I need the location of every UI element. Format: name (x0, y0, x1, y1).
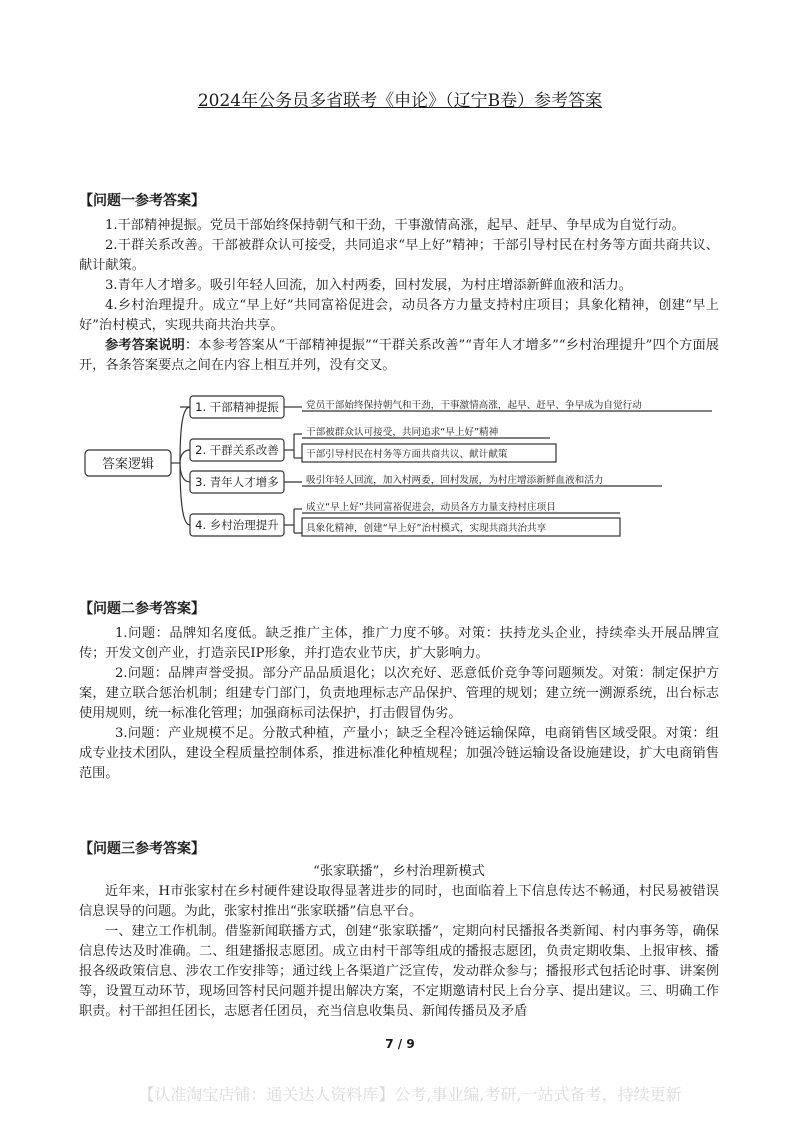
q2-heading: 【问题二参考答案】 (79, 601, 205, 617)
q2-item-1: 1.问题：品牌知名度低。缺乏推广主体，推广力度不够。对策：扶持龙头企业，持续牵头开展品牌宣传；开发文创产业，打造亲民IP形象，并打造农业节庆，扩大影响力。 (79, 626, 719, 661)
q3-paragraph-2: 一、建立工作机制。借鉴新闻联播方式，创建“张家联播”，定期向村民播报各类新闻、村内事务等，确保信息传达及时准确。二、组建播报志愿团。成立由村干部等组成的播报志愿团，负责定期收集、上报审核、播报各级政策信息、涉农工作安排等；通过线上各渠道广泛宣传，发动群众参与；播报形式包括论时事、讲案例等，设置互动环节，现场回答村民问题并提出解决方案，不定期邀请村民上台分享、提出建议。三、明确工作职责。村干部担任团长，志愿者任团员，充当信息收集员、新闻传播员及矛盾 (79, 924, 719, 1019)
q2-item-2: 2.问题：品牌声誉受损。部分产品品质退化；以次充好、恶意低价竞争等问题频发。对策：制定保护方案，建立联合惩治机制；组建专门部门，负责地理标志产品保护、管理的规划；建立统一溯源系统，出台标志使用规则，统一标准化管理；加强商标司法保护，打击假冒伪劣。 (79, 666, 719, 721)
q1-note (79, 336, 719, 376)
mindmap-detail-3-1: 吸引年轻人回流，加入村两委，回村发展，为村庄增添新鲜血液和活力 (306, 475, 604, 486)
page-number: 7 / 9 (385, 1037, 415, 1051)
q2-item-3: 3.问题：产业规模不足。分散式种植，产量小；缺乏全程冷链运输保障，电商销售区域受限。对策：组成专业技术团队，建设全程质量控制体系，推进标准化种植规程；加强冷链运输设备设施建设，扩大电商销售范围。 (79, 726, 719, 781)
q3-paragraph-1: 近年来，H市张家村在乡村硬件建设取得显著进步的同时，也面临着上下信息传达不畅通，村民易被错误信息误导的问题。为此，张家村推出“张家联播”信息平台。 (79, 884, 719, 919)
q1-item-2: 2.干群关系改善。干部被群众认可接受，共同追求“早上好”精神；干部引导村民在村务等方面共商共议、献计献策。 (79, 238, 719, 273)
q1-item-1: 1.干部精神提振。党员干部始终保持朝气和干劲，干事激情高涨，起早、赶早、争早成为自觉行动。 (105, 218, 685, 233)
q1-heading: 【问题一参考答案】 (79, 193, 205, 209)
q2-answer-block (79, 624, 719, 784)
q3-heading: 【问题三参考答案】 (79, 841, 205, 857)
q1-item-3: 3.青年人才增多。吸引年轻人回流，加入村两委，回村发展，为村庄增添新鲜血液和活力。 (105, 278, 632, 293)
mindmap-branch-2: 2. 干群关系改善 (195, 443, 279, 457)
mindmap-detail-4-2: 具象化精神，创建“早上好”治村模式，实现共商共治共享 (306, 523, 547, 534)
mindmap-detail-4-1: 成立“早上好”共同富裕促进会，动员各方力量支持村庄项目 (306, 502, 556, 513)
q1-answer-block (79, 216, 719, 376)
mindmap-detail-2-1: 干部被群众认可接受，共同追求“早上好”精神 (306, 427, 499, 438)
q3-answer-block (79, 862, 719, 1022)
mindmap-root: 答案逻辑 (101, 457, 155, 472)
mindmap-branch-3: 3. 青年人才增多 (195, 475, 279, 489)
mindmap-detail-2-2: 干部引导村民在村务等方面共商共议、献计献策 (306, 449, 508, 460)
mindmap-branch-4: 4. 乡村治理提升 (195, 518, 279, 532)
q1-item-4: 4.乡村治理提升。成立“早上好”共同富裕促进会，动员各方力量支持村庄项目；具象化精神，创建“早上好”治村模式，实现共商共治共享。 (79, 298, 719, 333)
answer-logic-mindmap (80, 384, 720, 544)
mindmap-branch-1: 1. 干部精神提振 (195, 400, 279, 414)
q1-note-text: ：本参考答案从“干部精神提振”“干群关系改善”“青年人才增多”“乡村治理提升”四个方面展开，各条答案要点之间在内容上相互并列，没有交叉。 (79, 338, 719, 373)
q3-article-title: “张家联播”，乡村治理新模式 (313, 864, 485, 879)
document-title: 2024年公务员多省联考《申论》（辽宁B卷）参考答案 (197, 91, 603, 111)
mindmap-detail-1-1: 党员干部始终保持朝气和干劲，干事激情高涨，起早、赶早、争早成为自觉行动 (306, 400, 642, 411)
q1-note-label: 参考答案说明 (105, 338, 185, 353)
watermark-text: 【认准淘宝店铺：通关达人资料库】公考,事业编,考研,一站式备考，持续更新 (138, 1085, 682, 1104)
